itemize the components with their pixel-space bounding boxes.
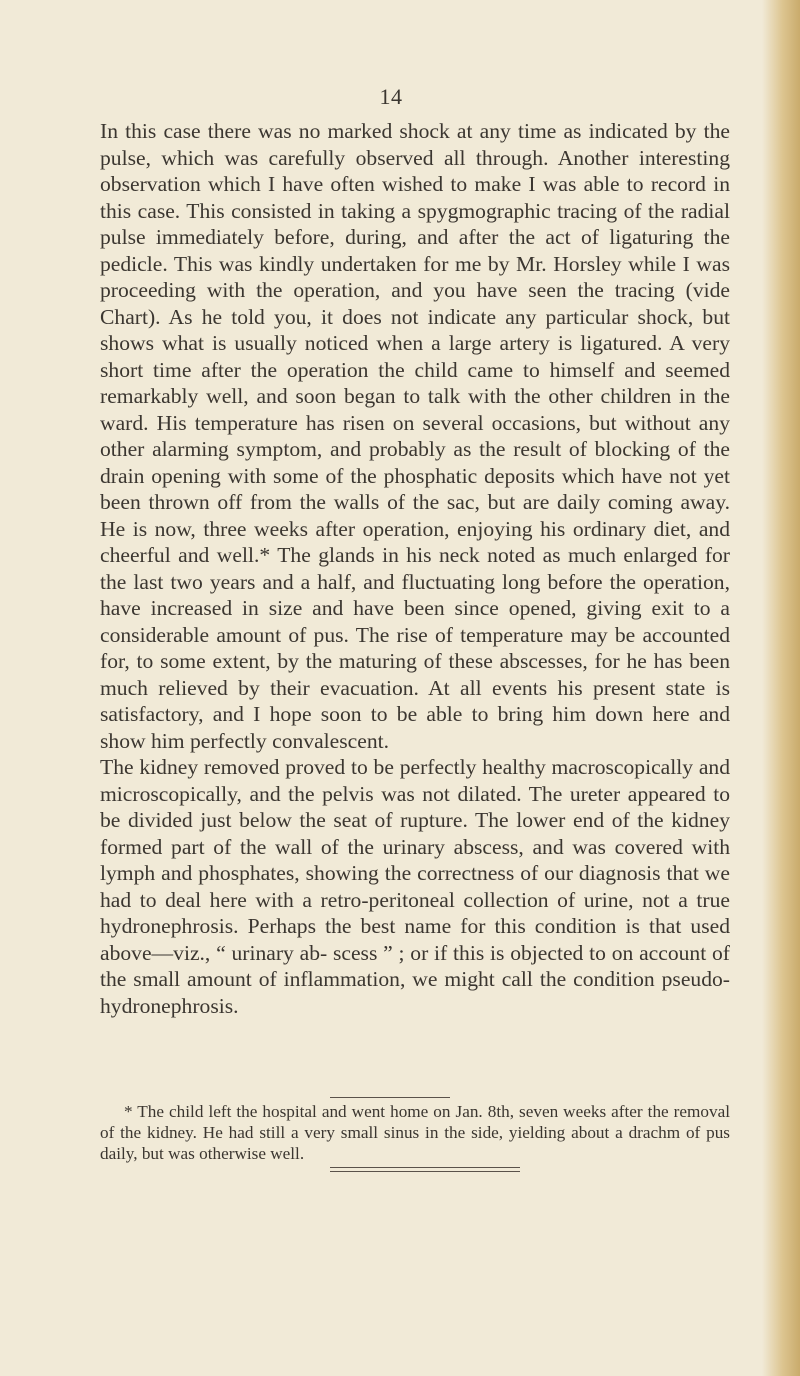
body-text <box>100 118 730 1019</box>
footnote <box>100 1101 730 1164</box>
end-rule-top <box>330 1167 520 1168</box>
page-edge-shadow <box>762 0 800 1376</box>
footnote-rule <box>330 1097 450 1098</box>
paragraph-1: In this case there was no marked shock at any time as indicated by the pulse, which was carefully observed all through. Another interesting observation which I have often wished to make I was able to record in this case. This consisted in taking a spygmographic tracing of the radial pulse immediately before, during, and after the act of ligaturing the pedicle. This was kindly undertaken for me by Mr. Horsley while I was proceeding with the operation, and you have seen the tracing (vide Chart). As he told you, it does not indicate any particular shock, but shows what is usually noticed when a large artery is ligatured. A very short time after the operation the child came to himself and seemed remarkably well, and soon began to talk with the other children in the ward. His temperature has risen on several occasions, but without any other alarming symptom, and probably as the result of blocking of the drain opening with some of the phosphatic deposits which have not yet been thrown off from the walls of the sac, but are daily coming away. He is now, three weeks after operation, enjoying his ordinary diet, and cheerful and well.* The glands in his neck noted as much enlarged for the last two years and a half, and fluctuating long before the operation, have increased in size and have been since opened, giving exit to a considerable amount of pus. The rise of temperature may be accounted for, to some extent, by the maturing of these abscesses, for he has been much relieved by their evacuation. At all events his present state is satisfactory, and I hope soon to be able to bring him down here and show him perfectly convalescent. <box>100 119 730 753</box>
page-number: 14 <box>379 84 403 109</box>
footnote-text: * The child left the hospital and went home on Jan. 8th, seven weeks after the removal of the kidney. He had still a very small sinus in the side, yielding about a drachm of pus daily, but was otherwise well. <box>100 1102 730 1163</box>
end-rule-bottom <box>330 1171 520 1172</box>
paragraph-2: The kidney removed proved to be perfectly healthy macroscopically and microscopically, and the pelvis was not dilated. The ureter appeared to be divided just below the seat of rupture. The lower end of the kidney formed part of the wall of the urinary abscess, and was covered with lymph and phosphates, showing the correctness of our diagnosis that we had to deal here with a retro-peritoneal collection of urine, not a true hydronephrosis. Perhaps the best name for this condition is that used above—viz., “ urinary ab- scess ” ; or if this is objected to on account of the small amount of inflammation, we might call the condition pseudo- hydronephrosis. <box>100 755 730 1018</box>
